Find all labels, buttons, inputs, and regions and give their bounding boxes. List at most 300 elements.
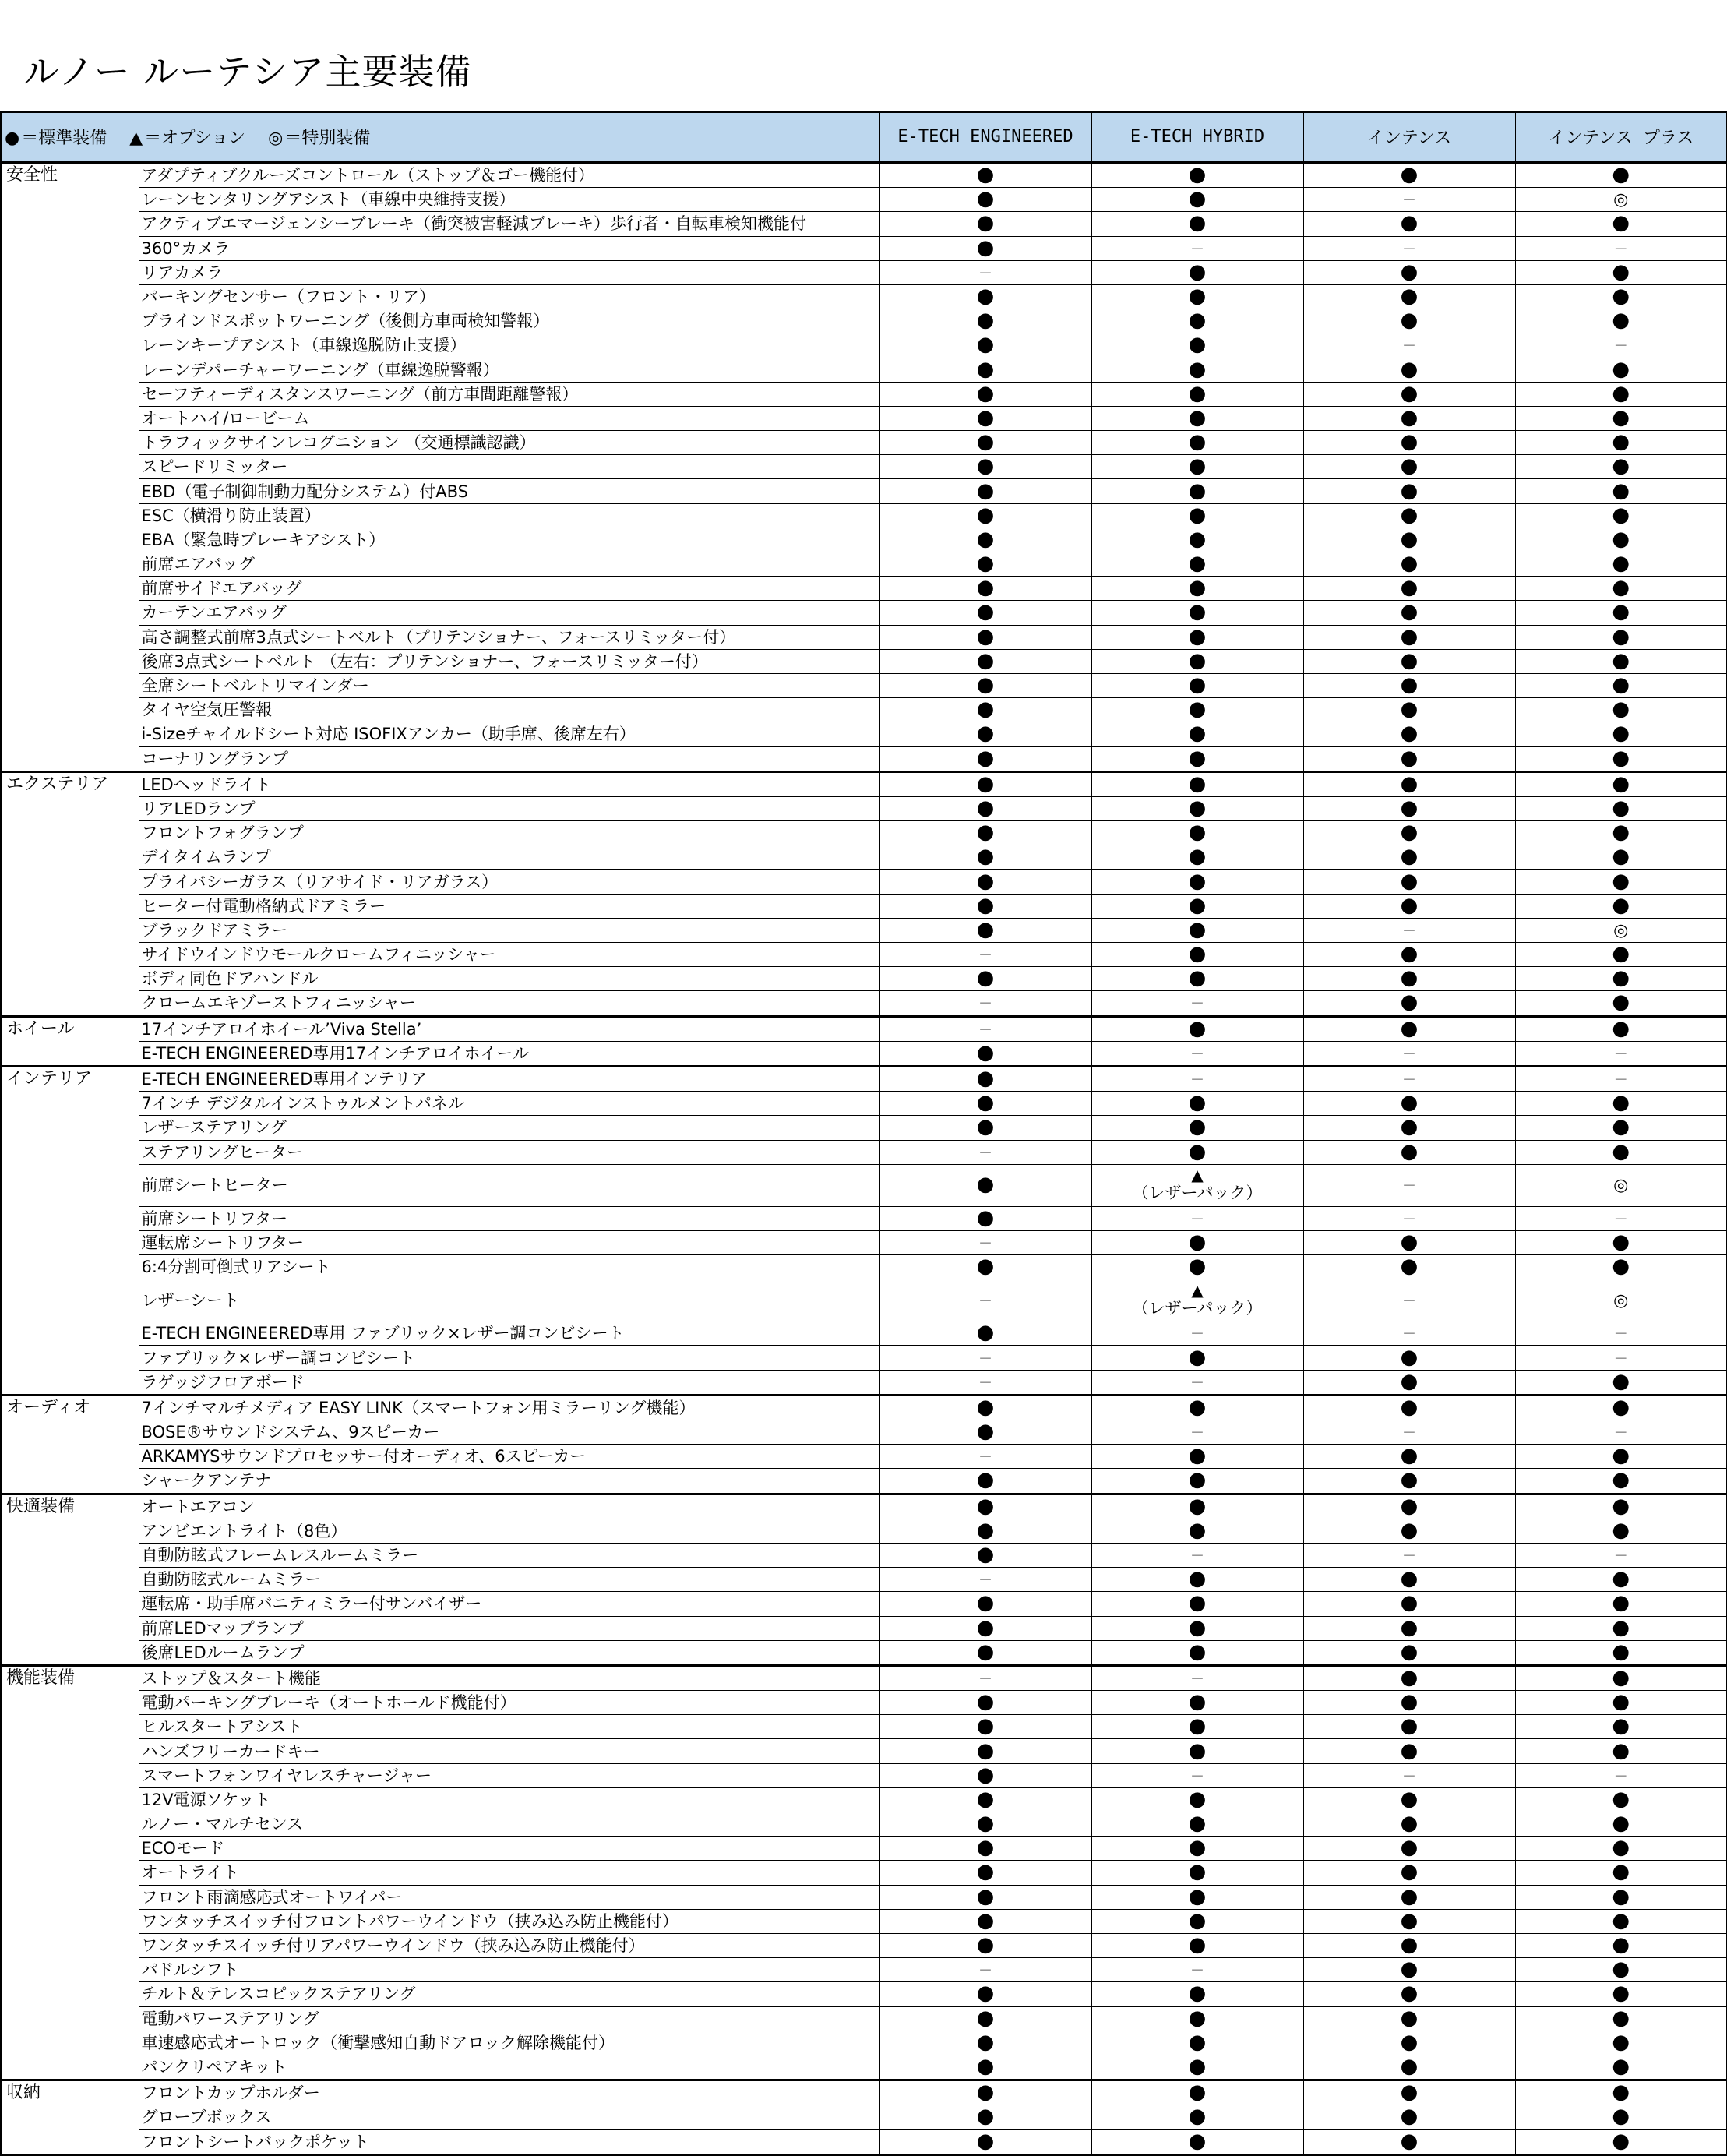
availability-cell [1303, 1206, 1515, 1230]
availability-cell [1091, 2055, 1303, 2080]
feature-label: オートライト [139, 1861, 879, 1885]
availability-cell [879, 1861, 1091, 1885]
filled-circle-icon: ● [1400, 648, 1419, 672]
filled-circle-icon: ● [1188, 1836, 1207, 1860]
filled-circle-icon: ● [976, 624, 995, 648]
availability-cell [1091, 479, 1303, 503]
availability-cell [1515, 455, 1727, 479]
filled-circle-icon: ● [1400, 163, 1419, 187]
filled-circle-icon: ● [976, 845, 995, 869]
filled-circle-icon: ● [976, 2054, 995, 2078]
filled-circle-icon: ● [1400, 990, 1419, 1014]
dash-icon: － [1190, 1548, 1205, 1565]
filled-circle-icon: ● [1612, 942, 1630, 966]
table-row [1, 1665, 1727, 1690]
availability-cell [879, 1640, 1091, 1665]
table-row [1, 2130, 1727, 2154]
availability-cell [1091, 260, 1303, 284]
availability-cell [1515, 746, 1727, 771]
availability-cell [1091, 162, 1303, 188]
filled-circle-icon: ● [1400, 1468, 1419, 1492]
feature-label: 電動パワーステアリング [139, 2006, 879, 2031]
availability-cell [879, 1592, 1091, 1616]
feature-label: ECOモード [139, 1837, 879, 1861]
dash-icon: － [1613, 1072, 1628, 1089]
dash-icon: － [1190, 1425, 1205, 1442]
filled-circle-icon: ● [1400, 2054, 1419, 2078]
feature-label: ARKAMYSサウンドプロセッサー付オーディオ、6スピーカー [139, 1445, 879, 1469]
feature-label: E-TECH ENGINEERED専用 ファブリック×レザー調コンビシート [139, 1321, 879, 1346]
availability-cell [879, 1092, 1091, 1116]
availability-cell [1515, 431, 1727, 455]
table-row [1, 1445, 1727, 1469]
filled-circle-icon: ● [976, 1812, 995, 1836]
availability-cell [1091, 1370, 1303, 1395]
filled-circle-icon: ● [1400, 430, 1419, 454]
filled-circle-icon: ● [1188, 552, 1207, 576]
filled-circle-icon: ● [976, 405, 995, 429]
feature-label: オートハイ/ロービーム [139, 406, 879, 430]
availability-cell [1515, 479, 1727, 503]
availability-cell [1515, 821, 1727, 845]
availability-cell [879, 698, 1091, 722]
filled-circle-icon: ● [976, 1836, 995, 1860]
availability-cell [1091, 1982, 1303, 2006]
page-title: ルノー ルーテシア主要装備 [23, 51, 472, 93]
availability-cell [1515, 1164, 1727, 1206]
availability-cell [879, 2055, 1091, 2080]
availability-cell [1303, 1066, 1515, 1091]
availability-cell [1091, 673, 1303, 697]
availability-cell [1303, 1519, 1515, 1543]
filled-circle-icon: ● [1188, 966, 1207, 990]
feature-label: フロントシートバックポケット [139, 2130, 879, 2154]
table-row [1, 771, 1727, 796]
filled-circle-icon: ● [1400, 211, 1419, 235]
filled-circle-icon: ● [1188, 722, 1207, 746]
availability-cell [879, 2006, 1091, 2031]
availability-cell [879, 943, 1091, 967]
filled-circle-icon: ● [976, 796, 995, 820]
filled-circle-icon: ● [1400, 1957, 1419, 1981]
filled-circle-icon: ● [976, 1933, 995, 1957]
table-row [1, 1958, 1727, 1982]
availability-cell [1303, 503, 1515, 528]
availability-cell [1515, 894, 1727, 918]
availability-cell [1091, 1041, 1303, 1066]
filled-circle-icon: ● [976, 1091, 995, 1115]
feature-label: リアLEDランプ [139, 796, 879, 820]
filled-circle-icon: ● [1188, 1591, 1207, 1615]
availability-cell [1303, 284, 1515, 309]
filled-circle-icon: ● [1612, 845, 1630, 869]
filled-circle-icon: ● [1400, 624, 1419, 648]
filled-circle-icon: ● [1188, 2105, 1207, 2129]
feature-label: レーンデパーチャーワーニング（車線逸脱警報） [139, 358, 879, 382]
filled-circle-icon: ● [1400, 1981, 1419, 2006]
filled-circle-icon: ● [976, 211, 995, 235]
table-row [1, 1116, 1727, 1140]
filled-circle-icon: ● [1612, 309, 1630, 333]
filled-circle-icon: ● [976, 1067, 995, 1091]
filled-circle-icon: ● [976, 966, 995, 990]
filled-circle-icon: ● [976, 2030, 995, 2054]
availability-cell [1091, 1519, 1303, 1543]
filled-circle-icon: ● [976, 1615, 995, 1639]
filled-circle-icon: ● [1188, 697, 1207, 722]
dash-icon: － [1190, 996, 1205, 1013]
availability-cell [879, 1909, 1091, 1933]
feature-label: トラフィックサインレコグニション （交通標識認識） [139, 431, 879, 455]
filled-circle-icon: ● [976, 1395, 995, 1419]
availability-cell [1091, 333, 1303, 358]
feature-label: ストップ＆スタート機能 [139, 1665, 879, 1690]
filled-circle-icon: ● [1612, 1567, 1630, 1591]
filled-circle-icon: ● [1612, 381, 1630, 405]
filled-circle-icon: ● [976, 600, 995, 624]
table-row [1, 577, 1727, 601]
filled-circle-icon: ● [1400, 893, 1419, 917]
table-row [1, 649, 1727, 673]
filled-circle-icon: ● [1188, 893, 1207, 917]
availability-cell [879, 1933, 1091, 1957]
feature-label: 6:4分割可倒式リアシート [139, 1255, 879, 1279]
feature-label: コーナリングランプ [139, 746, 879, 771]
availability-cell [1303, 1592, 1515, 1616]
filled-circle-icon: ● [1612, 648, 1630, 672]
availability-cell [1303, 1909, 1515, 1933]
availability-cell [1303, 1665, 1515, 1690]
filled-circle-icon: ● [1400, 1665, 1419, 1689]
category-label: インテリア [1, 1066, 139, 1395]
filled-circle-icon: ● [976, 1494, 995, 1518]
table-row [1, 1640, 1727, 1665]
feature-label: フロント雨滴感応式オートワイパー [139, 1885, 879, 1909]
table-row [1, 236, 1727, 260]
availability-cell [1303, 1469, 1515, 1494]
availability-cell [1303, 1230, 1515, 1254]
filled-circle-icon: ● [976, 503, 995, 527]
availability-cell [1091, 1837, 1303, 1861]
table-row [1, 309, 1727, 333]
filled-circle-icon: ● [976, 1763, 995, 1787]
dash-icon: － [1190, 1671, 1205, 1688]
availability-cell [1091, 1279, 1303, 1321]
availability-cell [1091, 1164, 1303, 1206]
double-circle-icon: ◎ [1613, 920, 1629, 940]
availability-cell [879, 1469, 1091, 1494]
availability-cell [1303, 1279, 1515, 1321]
filled-circle-icon: ● [1400, 1230, 1419, 1254]
filled-circle-icon: ● [1612, 600, 1630, 624]
dash-icon: － [978, 1374, 993, 1392]
feature-label: 車速感応式オートロック（衝撃感知自動ドアロック解除機能付） [139, 2031, 879, 2055]
filled-circle-icon: ● [1612, 576, 1630, 600]
availability-cell [879, 1255, 1091, 1279]
dash-icon: － [978, 1449, 993, 1466]
filled-circle-icon: ● [1612, 211, 1630, 235]
availability-cell [879, 358, 1091, 382]
availability-cell [1091, 796, 1303, 820]
feature-label: 自動防眩式ルームミラー [139, 1568, 879, 1592]
filled-circle-icon: ● [1612, 1933, 1630, 1957]
feature-label: アクティブエマージェンシーブレーキ（衝突被害軽減ブレーキ）歩行者・自転車検知機能付 [139, 212, 879, 236]
table-row [1, 1933, 1727, 1957]
table-row [1, 1787, 1727, 1812]
availability-cell [1515, 1616, 1727, 1640]
availability-cell [879, 2031, 1091, 2055]
table-row [1, 188, 1727, 212]
availability-cell [1303, 894, 1515, 918]
availability-cell [1515, 943, 1727, 967]
filled-circle-icon: ● [976, 722, 995, 746]
feature-label: パドルシフト [139, 1958, 879, 1982]
availability-cell [1303, 649, 1515, 673]
filled-circle-icon: ● [1188, 430, 1207, 454]
dash-icon: － [1613, 1326, 1628, 1343]
feature-label: 高さ調整式前席3点式シートベルト（プリテンショナー、フォースリミッター付） [139, 625, 879, 649]
availability-cell [879, 431, 1091, 455]
availability-cell [1091, 212, 1303, 236]
filled-circle-icon: ● [1400, 1395, 1419, 1419]
table-row [1, 1255, 1727, 1279]
availability-cell [1303, 796, 1515, 820]
filled-circle-icon: ● [1188, 2030, 1207, 2054]
availability-cell [1303, 479, 1515, 503]
feature-label: タイヤ空気圧警報 [139, 698, 879, 722]
availability-cell [879, 1739, 1091, 1763]
option-with-note [1133, 1282, 1263, 1318]
dash-icon: － [1613, 1350, 1628, 1367]
feature-label: ルノー・マルチセンス [139, 1812, 879, 1837]
filled-circle-icon: ● [1188, 820, 1207, 845]
availability-cell [1303, 918, 1515, 942]
table-row [1, 406, 1727, 430]
availability-cell [1515, 2055, 1727, 2080]
table-row [1, 552, 1727, 577]
table-row [1, 528, 1727, 552]
filled-circle-icon: ● [976, 1254, 995, 1279]
availability-cell [1515, 528, 1727, 552]
filled-circle-icon: ● [1400, 1016, 1419, 1040]
availability-cell [1091, 722, 1303, 746]
filled-circle-icon: ● [976, 1543, 995, 1567]
filled-circle-icon: ● [1612, 1591, 1630, 1615]
availability-cell [879, 649, 1091, 673]
filled-circle-icon: ● [1188, 1468, 1207, 1492]
filled-circle-icon: ● [1188, 1091, 1207, 1115]
availability-cell [1303, 1420, 1515, 1445]
availability-cell [879, 577, 1091, 601]
availability-cell [1515, 991, 1727, 1016]
availability-cell [1303, 455, 1515, 479]
dash-icon: － [1402, 1046, 1417, 1063]
dash-icon: － [1402, 923, 1417, 940]
filled-circle-icon: ● [1400, 2129, 1419, 2153]
availability-cell [1515, 649, 1727, 673]
availability-cell [1303, 1861, 1515, 1885]
feature-label: ステアリングヒーター [139, 1140, 879, 1164]
filled-circle-icon: ● [976, 869, 995, 893]
availability-cell [1515, 1279, 1727, 1321]
table-row [1, 260, 1727, 284]
table-row [1, 698, 1727, 722]
filled-circle-icon: ● [1188, 1567, 1207, 1591]
category-label: エクステリア [1, 771, 139, 1016]
filled-circle-icon: ● [976, 235, 995, 259]
category-label: 快適装備 [1, 1494, 139, 1665]
availability-cell [1515, 2031, 1727, 2055]
filled-circle-icon: ● [1400, 552, 1419, 576]
availability-cell [1515, 796, 1727, 820]
availability-cell [879, 746, 1091, 771]
availability-cell [879, 1837, 1091, 1861]
feature-label: セーフティーディスタンスワーニング（前方車間距離警報） [139, 382, 879, 406]
availability-cell [1515, 188, 1727, 212]
filled-circle-icon: ● [1400, 259, 1419, 284]
filled-circle-icon: ● [1612, 552, 1630, 576]
dash-icon: － [978, 1145, 993, 1162]
filled-circle-icon: ● [1188, 527, 1207, 551]
table-row [1, 2105, 1727, 2130]
legend-option: ▲＝オプション [129, 129, 246, 148]
availability-cell [879, 1494, 1091, 1519]
filled-circle-icon: ● [1612, 1690, 1630, 1714]
table-row [1, 1494, 1727, 1519]
filled-circle-icon: ● [976, 187, 995, 211]
table-row [1, 2031, 1727, 2055]
filled-circle-icon: ● [976, 381, 995, 405]
filled-circle-icon: ● [1188, 771, 1207, 796]
filled-circle-icon: ● [976, 746, 995, 770]
filled-circle-icon: ● [1400, 1139, 1419, 1163]
dash-icon: － [978, 1235, 993, 1252]
table-row [1, 358, 1727, 382]
filled-circle-icon: ● [1612, 454, 1630, 478]
availability-cell [879, 333, 1091, 358]
availability-cell [1515, 1982, 1727, 2006]
availability-cell [1091, 967, 1303, 991]
availability-cell [1303, 1092, 1515, 1116]
filled-circle-icon: ● [1612, 2129, 1630, 2153]
availability-cell [1303, 1982, 1515, 2006]
table-row [1, 1206, 1727, 1230]
filled-circle-icon: ● [1612, 673, 1630, 697]
availability-cell [1303, 1543, 1515, 1567]
availability-cell [1091, 845, 1303, 870]
filled-circle-icon: ● [1612, 893, 1630, 917]
availability-cell [1515, 2130, 1727, 2154]
table-row [1, 821, 1727, 845]
filled-circle-icon: ● [1612, 259, 1630, 284]
table-row [1, 455, 1727, 479]
availability-cell [1303, 1739, 1515, 1763]
availability-cell [879, 967, 1091, 991]
availability-cell [1091, 1494, 1303, 1519]
dash-icon: － [1190, 241, 1205, 258]
table-row [1, 284, 1727, 309]
availability-cell [879, 771, 1091, 796]
filled-circle-icon: ● [1400, 1690, 1419, 1714]
availability-cell [1303, 1812, 1515, 1837]
availability-cell [1515, 1519, 1727, 1543]
availability-cell [1303, 1933, 1515, 1957]
feature-label: 運転席・助手席バニティミラー付サンバイザー [139, 1592, 879, 1616]
availability-cell [879, 2105, 1091, 2130]
availability-cell [1303, 260, 1515, 284]
filled-circle-icon: ● [976, 1591, 995, 1615]
availability-cell [879, 991, 1091, 1016]
feature-label: レザーシート [139, 1279, 879, 1321]
availability-cell [1091, 1812, 1303, 1837]
table-row [1, 722, 1727, 746]
filled-circle-icon: ● [1612, 1395, 1630, 1419]
availability-cell [1515, 1016, 1727, 1041]
availability-cell [1303, 722, 1515, 746]
filled-circle-icon: ● [976, 163, 995, 187]
filled-circle-icon: ● [976, 1468, 995, 1492]
filled-circle-icon: ● [1612, 1115, 1630, 1139]
dash-icon: － [978, 1293, 993, 1310]
feature-label: i-Sizeチャイルドシート対応 ISOFIXアンカー（助手席、後席左右） [139, 722, 879, 746]
filled-circle-icon: ● [1188, 211, 1207, 235]
dash-icon: － [1402, 1548, 1417, 1565]
availability-cell [1515, 503, 1727, 528]
availability-cell [1515, 1885, 1727, 1909]
availability-cell [879, 1206, 1091, 1230]
dash-icon: － [1402, 1293, 1417, 1310]
filled-circle-icon: ● [1400, 942, 1419, 966]
availability-cell [1303, 1321, 1515, 1346]
availability-cell [1091, 503, 1303, 528]
table-row [1, 382, 1727, 406]
filled-circle-icon: ● [1612, 1468, 1630, 1492]
filled-circle-icon: ● [1400, 2080, 1419, 2105]
table-row [1, 1519, 1727, 1543]
table-row [1, 162, 1727, 188]
filled-circle-icon: ● [1400, 503, 1419, 527]
grade-header-e-tech-engineered: E-TECH ENGINEERED [879, 112, 1091, 162]
filled-circle-icon: ● [976, 1787, 995, 1811]
dash-icon: － [1402, 338, 1417, 355]
availability-cell [879, 821, 1091, 845]
availability-cell [1515, 1568, 1727, 1592]
filled-circle-icon: ● [1188, 1016, 1207, 1040]
filled-circle-icon: ● [1188, 1230, 1207, 1254]
filled-circle-icon: ● [1612, 284, 1630, 309]
availability-cell [1091, 1739, 1303, 1763]
availability-cell [1091, 358, 1303, 382]
filled-circle-icon: ● [5, 129, 20, 148]
filled-circle-icon: ● [1400, 1369, 1419, 1393]
availability-cell [1515, 260, 1727, 284]
table-row [1, 1885, 1727, 1909]
availability-cell [1515, 1837, 1727, 1861]
availability-cell [1303, 943, 1515, 967]
filled-circle-icon: ● [1612, 1444, 1630, 1468]
filled-circle-icon: ● [976, 697, 995, 722]
availability-cell [879, 188, 1091, 212]
availability-cell [1515, 1739, 1727, 1763]
availability-cell [1091, 2080, 1303, 2105]
filled-circle-icon: ● [1400, 1444, 1419, 1468]
filled-circle-icon: ● [1188, 284, 1207, 309]
filled-circle-icon: ● [1188, 381, 1207, 405]
category-label: ホイール [1, 1016, 139, 1066]
feature-label: パーキングセンサー（フロント・リア） [139, 284, 879, 309]
filled-circle-icon: ● [976, 1884, 995, 1908]
availability-cell [1091, 1543, 1303, 1567]
